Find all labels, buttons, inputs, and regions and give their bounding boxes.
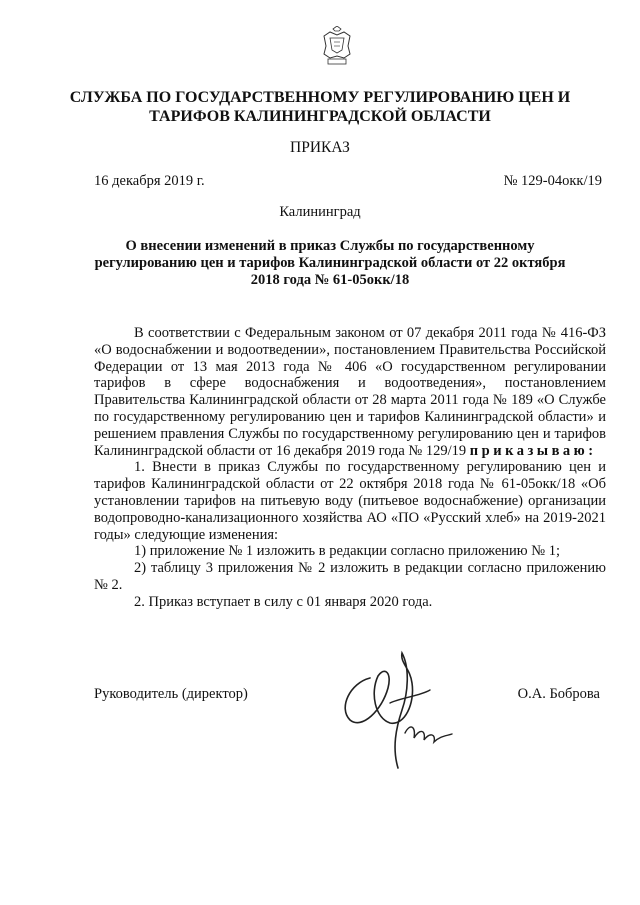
item-1-2-paragraph: 2) таблицу 3 приложения № 2 изложить в редакции согласно приложению № 2. xyxy=(94,560,606,593)
signatory-name: О.А. Боброва xyxy=(517,686,600,702)
item-1-1-paragraph: 1) приложение № 1 изложить в редакции согласно приложению № 1; xyxy=(134,543,560,560)
document-body xyxy=(94,325,606,611)
document-city: Калининград xyxy=(279,204,361,220)
handwritten-signature-icon xyxy=(330,648,460,773)
coat-of-arms-icon xyxy=(320,26,354,66)
document-date: 16 декабря 2019 г. xyxy=(94,173,205,189)
preamble-text: В соответствии с Федеральным законом от 07 декабря 2011 года № 416-ФЗ «О водоснабжении и водоотведении», постановлением Правительства Российской Федерации от 13 мая 2013 года № 406 «О государственном регулировании тарифов в сфере водоснабжения и водоотведения», постановлением Правительства Калининградской области от 28 марта 2011 года № 189 «О Службе по государственному регулированию цен и тарифов Калининградской области» и решением правления Службы по государственному регулированию цен и тарифов Калининградской области от 16 декабря 2019 года № 129/19 xyxy=(94,325,606,459)
signatory-title: Руководитель (директор) xyxy=(94,686,248,702)
document-number: № 129-04окк/19 xyxy=(503,173,602,189)
organization-name: СЛУЖБА ПО ГОСУДАРСТВЕННОМУ РЕГУЛИРОВАНИЮ ЦЕН И ТАРИФОВ КАЛИНИНГРАДСКОЙ ОБЛАСТИ xyxy=(69,89,571,125)
document-subject: О внесении изменений в приказ Службы по государственному регулированию цен и тарифов Калининградской области от 22 октября 2018 года № 61-05окк/18 xyxy=(94,238,566,288)
order-word: приказываю: xyxy=(469,442,597,459)
item-2-paragraph: 2. Приказ вступает в силу с 01 января 2020 года. xyxy=(134,593,433,610)
document-type: ПРИКАЗ xyxy=(290,139,350,156)
item-1-paragraph: 1. Внести в приказ Службы по государственному регулированию цен и тарифов Калининградской области от 22 октября 2018 года № 61-05окк/18 «Об установлении тарифов на питьевую воду (питьевое водоснабжение) организации водопроводно-канализационного хозяйства АО «ПО «Русский хлеб» на 2019-2021 годы» следующие изменения: xyxy=(94,459,606,543)
preamble-paragraph xyxy=(94,325,606,459)
